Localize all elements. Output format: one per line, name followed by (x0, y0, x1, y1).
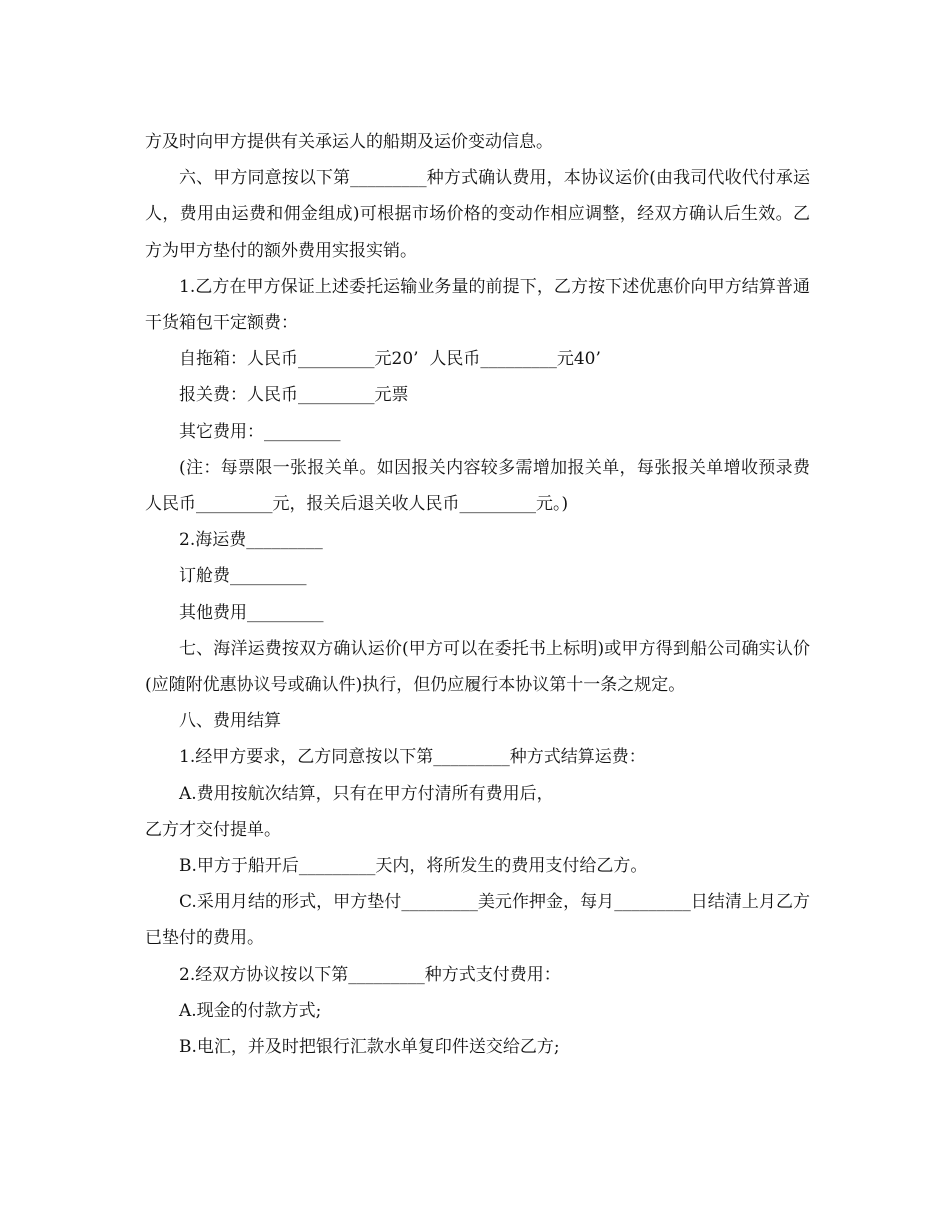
paragraph-line: 2.海运费_________ (179, 530, 323, 551)
paragraph-line: 七、海洋运费按双方确认运价(甲方可以在委托书上标明)或甲方得到船公司确实认价(应随附优惠协议号或确认件)执行，但仍应履行本协议第十一条之规定。 (145, 638, 810, 696)
paragraph-line: 2.经双方协议按以下第_________种方式支付费用： (179, 964, 561, 985)
paragraph-line: C.采用月结的形式，甲方垫付_________美元作押金，每月_________日结清上月乙方已垫付的费用。 (145, 892, 810, 949)
paragraph-line: 其它费用：_________ (179, 421, 341, 442)
paragraph-line: (注：每票限一张报关单。如因报关内容较多需增加报关单，每张报关单增收预录费人民币_________元，报关后退关收人民币_________元。) (145, 457, 810, 515)
paragraph-line: 报关费：人民币_________元票 (179, 385, 409, 406)
paragraph-line: B.电汇，并及时把银行汇款水单复印件送交给乙方; (179, 1037, 560, 1058)
paragraph-line: 1.经甲方要求，乙方同意按以下第_________种方式结算运费： (179, 747, 646, 768)
paragraph-line: 方及时向甲方提供有关承运人的船期及运价变动信息。 (145, 132, 553, 152)
paragraph-line: B.甲方于船开后_________天内，将所发生的费用支付给乙方。 (179, 856, 648, 877)
paragraph-line: 1.乙方在甲方保证上述委托运输业务量的前提下，乙方按下述优惠价向甲方结算普通干货箱包干定额费： (145, 276, 810, 334)
paragraph-line: 六、甲方同意按以下第_________种方式确认费用，本协议运价(由我司代收代付承运人，费用由运费和佣金组成)可根据市场价格的变动作相应调整，经双方确认后生效。乙方为甲方垫付的额外费用实报实销。 (145, 168, 810, 261)
document-body (145, 124, 810, 1065)
paragraph-line: 自拖箱：人民币_________元20’ 人民币_________元40’ (179, 349, 601, 370)
paragraph-line: 其他费用_________ (179, 602, 324, 623)
paragraph-line: A.费用按航次结算，只有在甲方付清所有费用后， (179, 783, 554, 804)
paragraph-line: A.现金的付款方式; (179, 1000, 322, 1021)
paragraph-line: 订舱费_________ (179, 566, 307, 587)
paragraph-line: 乙方才交付提单。 (145, 819, 281, 840)
paragraph-line: 八、费用结算 (179, 711, 281, 732)
